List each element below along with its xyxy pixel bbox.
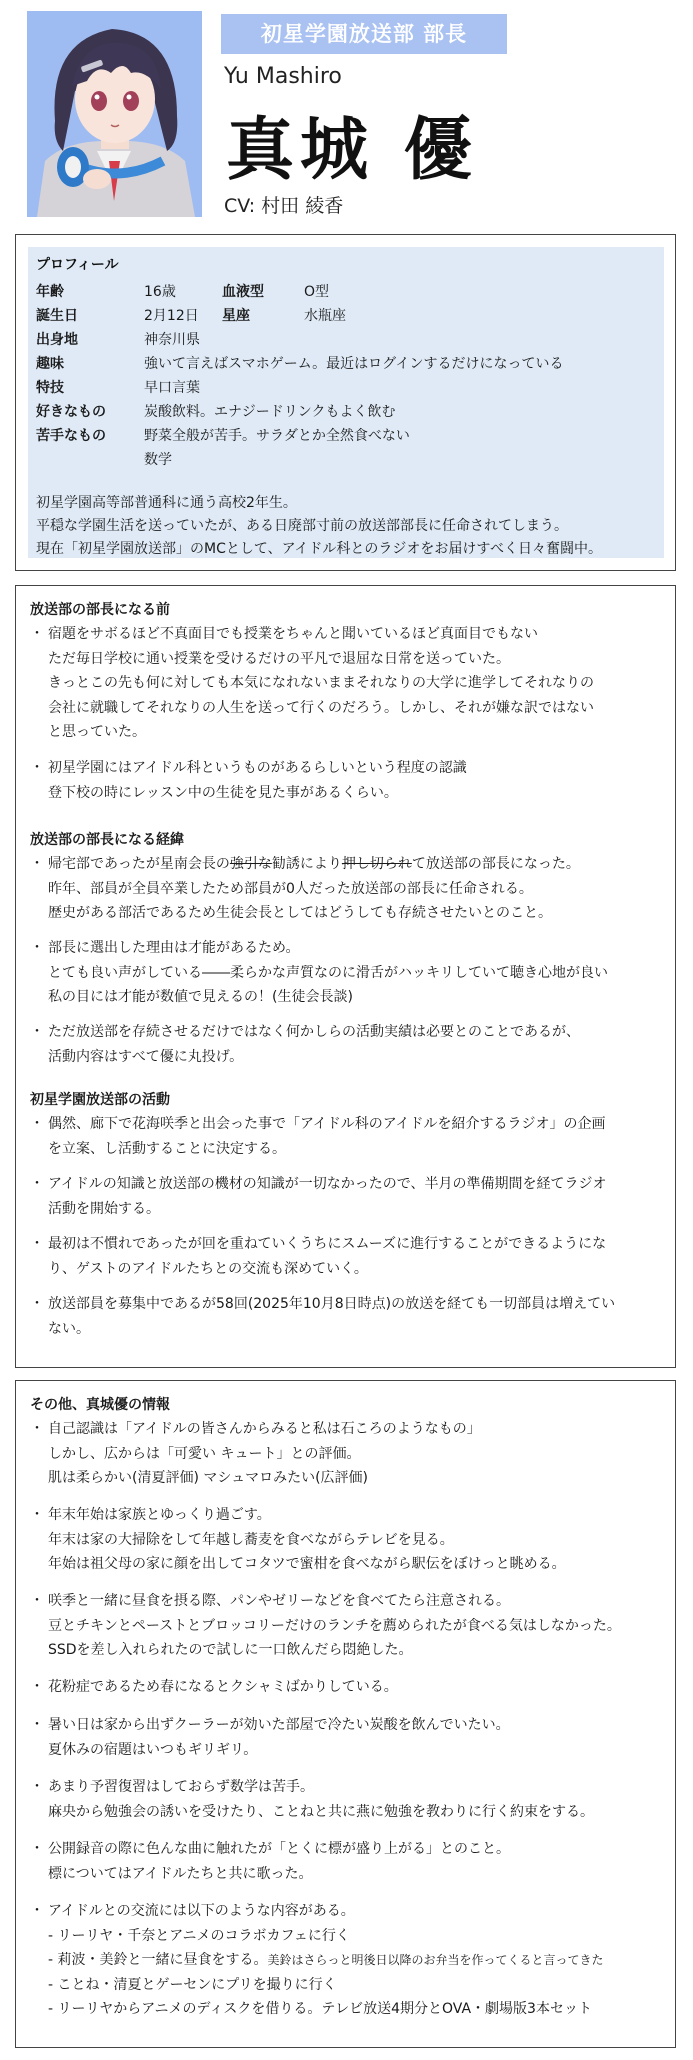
item-line: - リーリヤからアニメのディスクを借りる。テレビ放送4期分とOVA・劇場版3本セット bbox=[48, 2001, 592, 2017]
item-line: 会社に就職してそれなりの人生を送って行くのだろう。しかし、それが嫌な訳ではない bbox=[48, 699, 594, 716]
item-line: り、ゲストのアイドルたちとの交流も深めていく。 bbox=[48, 1260, 368, 1277]
bio-line: 初星学園高等部普通科に通う高校2年生。 bbox=[36, 495, 297, 511]
dislikes-value: 野菜全般が苦手。サラダとか全然食べない bbox=[144, 428, 410, 444]
hobby-label: 趣味 bbox=[36, 356, 64, 372]
list-item bbox=[30, 1232, 606, 1281]
item-line: とても良い声がしている――柔らかな声質なのに滑舌がハッキリしていて聴き心地が良い bbox=[48, 964, 608, 981]
item-line: ・ ただ放送部を存続させるだけではなく何かしらの活動実績は必要とのことであるが、 bbox=[30, 1020, 580, 1045]
blood-label: 血液型 bbox=[222, 284, 264, 300]
item-line: ・ 放送部員を募集中であるが58回(2025年10月8日時点)の放送を経ても一切部員は増えてい bbox=[30, 1292, 615, 1317]
item-line: SSDを差し入れられたので試しに一口飲んだら悶絶した。 bbox=[48, 1642, 413, 1658]
hobby-value: 強いて言えばスマホゲーム。最近はログインするだけになっている bbox=[144, 356, 564, 372]
portrait-illustration bbox=[27, 11, 202, 217]
list-item bbox=[30, 1292, 615, 1341]
item-line: 登下校の時にレッスン中の生徒を見た事があるくらい。 bbox=[48, 784, 398, 801]
age-label: 年齢 bbox=[36, 284, 64, 300]
item-line bbox=[30, 1948, 604, 1973]
item-line: ・ 公開録音の際に色んな曲に触れたが「とくに標が盛り上がる」とのこと。 bbox=[30, 1837, 510, 1862]
item-line: ・ あまり予習復習はしておらず数学は苦手。 bbox=[30, 1775, 594, 1800]
item-line: 麻央から勉強会の誘いを受けたり、ことねと共に燕に勉強を教わりに行く約束をする。 bbox=[48, 1803, 594, 1820]
likes-value: 炭酸飲料。エナジードリンクもよく飲む bbox=[144, 404, 396, 420]
item-line: しかし、広からは「可愛い キュート」との評価。 bbox=[48, 1445, 361, 1462]
item-line: ・ アイドルとの交流には以下のような内容がある。 bbox=[30, 1899, 604, 1924]
strike-text: 強引な bbox=[229, 856, 272, 872]
profile-title: プロフィール bbox=[36, 257, 119, 273]
item-line: 豆とチキンとペーストとブロッコリーだけのランチを薦められたが食べる気はしなかった。 bbox=[48, 1617, 621, 1634]
dislikes-label: 苦手なもの bbox=[36, 428, 106, 444]
list-item bbox=[30, 756, 467, 805]
list-item bbox=[30, 1837, 510, 1886]
item-line: と思っていた。 bbox=[48, 724, 146, 740]
item-line bbox=[30, 852, 580, 877]
item-line: 標についてはアイドルたちと共に歌った。 bbox=[48, 1865, 313, 1882]
item-line: ・ 咲季と一緒に昼食を摂る際、パンやゼリーなどを食べてたら注意される。 bbox=[30, 1589, 621, 1614]
item-line: 夏休みの宿題はいつもギリギリ。 bbox=[48, 1741, 258, 1758]
profile-section bbox=[15, 234, 676, 571]
name-romaji: Yu Mashiro bbox=[224, 64, 342, 89]
character-portrait bbox=[27, 11, 202, 217]
blood-value: O型 bbox=[304, 284, 330, 300]
list-item bbox=[30, 1589, 621, 1663]
item-line: ・ 花粉症であるため春になるとクシャミばかりしている。 bbox=[30, 1675, 398, 1700]
hometown-value: 神奈川県 bbox=[144, 332, 200, 348]
character-header bbox=[0, 0, 693, 225]
skill-label: 特技 bbox=[36, 380, 64, 396]
list-item bbox=[30, 936, 608, 1010]
role-badge: 初星学園放送部 部長 bbox=[221, 14, 507, 54]
list-item bbox=[30, 1503, 566, 1577]
bio-line: 現在「初星学園放送部」のMCとして、アイドル科とのラジオをお届けすべく日々奮闘中。 bbox=[36, 541, 603, 557]
item-line: ・ 暑い日は家から出ずクーラーが効いた部屋で冷たい炭酸を飲んでいたい。 bbox=[30, 1713, 510, 1738]
sign-value: 水瓶座 bbox=[304, 308, 346, 324]
birthday-label: 誕生日 bbox=[36, 308, 78, 324]
age-value: 16歳 bbox=[144, 284, 176, 300]
list-item bbox=[30, 1172, 606, 1221]
text-span: て放送部の部長になった。 bbox=[411, 856, 580, 872]
hometown-label: 出身地 bbox=[36, 332, 78, 348]
profile-bio bbox=[36, 492, 602, 561]
item-line: ・ 自己認識は「アイドルの皆さんからみると私は石ころのようなもの」 bbox=[30, 1417, 481, 1442]
heading-club-activities: 初星学園放送部の活動 bbox=[30, 1092, 170, 1108]
character-name: 真城 優 bbox=[226, 111, 478, 190]
item-line: きっとこの先も何に対しても本気になれないままそれなりの大学に進学してそれなりの bbox=[48, 675, 594, 691]
heading-other-info: その他、真城優の情報 bbox=[30, 1397, 170, 1413]
text-span: 帰宅部であったが星南会長の bbox=[48, 856, 230, 872]
heading-how-became-captain: 放送部の部長になる経緯 bbox=[30, 832, 184, 848]
item-line: - ことね・清夏とゲーセンにプリを撮りに行く bbox=[48, 1976, 337, 1993]
list-item bbox=[30, 852, 580, 926]
item-line: ・ 宿題をサボるほど不真面目でも授業をちゃんと聞いているほど真面目でもない bbox=[30, 622, 594, 647]
item-line: 肌は柔らかい(清夏評価) マシュマロみたい(広評価) bbox=[48, 1470, 369, 1486]
list-item bbox=[30, 1020, 580, 1069]
item-line: 年末は家の大掃除をして年越し蕎麦を食べながらテレビを見る。 bbox=[48, 1531, 454, 1548]
item-line: 歴史がある部活であるため生徒会長としてはどうしても存続させたいとのこと。 bbox=[48, 905, 552, 921]
item-line: 私の目には才能が数値で見えるの！(生徒会長談) bbox=[48, 989, 353, 1005]
text-span: - 莉波・美鈴と一緒に昼食をする。 bbox=[48, 1952, 268, 1968]
small-note: 美鈴はさらっと明後日以降のお弁当を作ってくると言ってきた bbox=[267, 1953, 604, 1967]
item-line: ・ アイドルの知識と放送部の機材の知識が一切なかったので、半月の準備期間を経てラジオ bbox=[30, 1172, 606, 1197]
sign-label: 星座 bbox=[222, 308, 250, 324]
item-line: ・ 年末年始は家族とゆっくり過ごす。 bbox=[30, 1503, 566, 1528]
strike-text: 押し切られ bbox=[341, 856, 412, 872]
birthday-value: 2月12日 bbox=[144, 308, 199, 324]
text-span: 勧誘により bbox=[271, 856, 342, 872]
bio-line: 平穏な学園生活を送っていたが、ある日廃部寸前の放送部部長に任命されてしまう。 bbox=[36, 518, 568, 534]
profile-panel bbox=[28, 247, 664, 558]
item-line: 活動を開始する。 bbox=[48, 1200, 160, 1217]
item-line: ・ 最初は不慣れであったが回を重ねていくうちにスムーズに進行することができるようにな bbox=[30, 1232, 606, 1257]
list-item bbox=[30, 1775, 594, 1824]
dislikes-value-2: 数学 bbox=[144, 452, 172, 468]
story-section bbox=[15, 585, 676, 1368]
item-line: ・ 部長に選出した理由は才能があるため。 bbox=[30, 936, 608, 961]
item-line: 昨年、部員が全員卒業したため部員が0人だった放送部の部長に任命される。 bbox=[48, 880, 533, 897]
item-line: ない。 bbox=[48, 1320, 90, 1337]
likes-label: 好きなもの bbox=[36, 404, 106, 420]
list-item bbox=[30, 622, 594, 745]
item-line: - リーリヤ・千奈とアニメのコラボカフェに行く bbox=[48, 1927, 350, 1944]
item-line: ただ毎日学校に通い授業を受けるだけの平凡で退屈な日常を送っていた。 bbox=[48, 650, 510, 667]
list-item bbox=[30, 1417, 481, 1491]
item-line: 活動内容はすべて優に丸投げ。 bbox=[48, 1048, 244, 1065]
list-item bbox=[30, 1112, 605, 1161]
voice-actor: CV: 村田 綾香 bbox=[224, 195, 344, 217]
other-info-section bbox=[15, 1380, 676, 2048]
list-item bbox=[30, 1713, 510, 1762]
item-line: を立案、し活動することに決定する。 bbox=[48, 1140, 286, 1157]
item-line: ・ 偶然、廊下で花海咲季と出会った事で「アイドル科のアイドルを紹介するラジオ」の企画 bbox=[30, 1112, 605, 1137]
heading-before-captain: 放送部の部長になる前 bbox=[30, 602, 170, 618]
list-item bbox=[30, 1675, 398, 1700]
skill-value: 早口言葉 bbox=[144, 380, 200, 396]
list-item bbox=[30, 1899, 604, 2022]
item-line: ・ 初星学園にはアイドル科というものがあるらしいという程度の認識 bbox=[30, 756, 467, 781]
item-line: 年始は祖父母の家に顔を出してコタツで蜜柑を食べながら駅伝をぼけっと眺める。 bbox=[48, 1556, 566, 1572]
